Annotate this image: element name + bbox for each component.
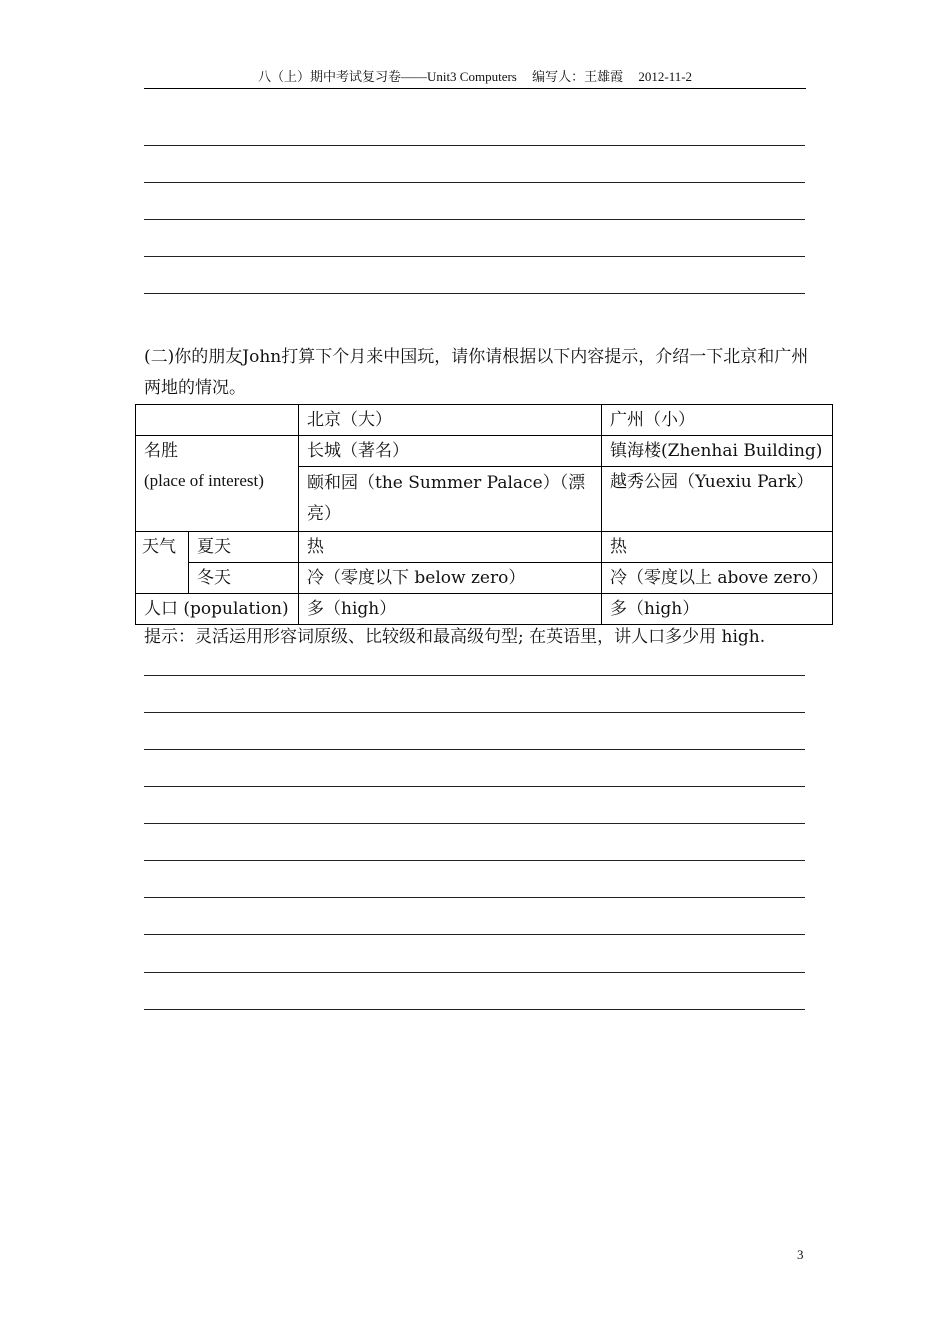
guangzhou-population: 多（high） bbox=[602, 594, 833, 625]
beijing-place-2: 颐和园（the Summer Palace）（漂亮） bbox=[299, 467, 602, 532]
beijing-place-1: 长城（著名） bbox=[299, 436, 602, 467]
table-row bbox=[136, 405, 833, 436]
guangzhou-winter: 冷（零度以上 above zero） bbox=[602, 563, 833, 594]
weather-label: 天气 bbox=[136, 532, 189, 594]
hint-text: 提示：灵活运用形容词原级、比较级和最高级句型; 在英语里，讲人口多少用 high. bbox=[144, 627, 766, 647]
answer-line[interactable] bbox=[144, 786, 805, 787]
table-header-guangzhou: 广州（小） bbox=[602, 405, 833, 436]
answer-line[interactable] bbox=[144, 712, 805, 713]
answer-line[interactable] bbox=[144, 897, 805, 898]
page-number: 3 bbox=[797, 1247, 804, 1262]
table-cell-empty bbox=[136, 405, 299, 436]
header-date: 2012-11-2 bbox=[638, 69, 693, 84]
answer-line[interactable] bbox=[144, 823, 805, 824]
table-row bbox=[136, 594, 833, 625]
answer-line[interactable] bbox=[144, 675, 805, 676]
beijing-winter: 冷（零度以下 below zero） bbox=[299, 563, 602, 594]
beijing-summer: 热 bbox=[299, 532, 602, 563]
city-info-table bbox=[135, 404, 833, 625]
guangzhou-place-1: 镇海楼(Zhenhai Building) bbox=[602, 436, 833, 467]
answer-line[interactable] bbox=[144, 860, 805, 861]
guangzhou-place-2: 越秀公园（Yuexiu Park） bbox=[602, 467, 833, 532]
table-header-beijing: 北京（大） bbox=[299, 405, 602, 436]
places-label-cell bbox=[136, 436, 299, 532]
places-label-en: (place of interest) bbox=[144, 471, 264, 490]
table-row bbox=[136, 436, 833, 467]
page-header bbox=[144, 66, 806, 89]
header-author: 编写人：王雄霞 bbox=[532, 69, 624, 84]
section-title: (二)你的朋友John打算下个月来中国玩，请你请根据以下内容提示，介绍一下北京和广州两地的情况。 bbox=[144, 347, 809, 398]
places-label-cn: 名胜 bbox=[144, 441, 178, 461]
header-title: 八（上）期中考试复习卷——Unit3 Computers bbox=[257, 69, 517, 84]
summer-label: 夏天 bbox=[189, 532, 299, 563]
answer-line[interactable] bbox=[144, 256, 805, 257]
answer-line[interactable] bbox=[144, 182, 805, 183]
answer-line[interactable] bbox=[144, 293, 805, 294]
population-label: 人口 (population) bbox=[136, 594, 299, 625]
winter-label: 冬天 bbox=[189, 563, 299, 594]
beijing-population: 多（high） bbox=[299, 594, 602, 625]
answer-line[interactable] bbox=[144, 1009, 805, 1010]
answer-line[interactable] bbox=[144, 145, 805, 146]
answer-line[interactable] bbox=[144, 219, 805, 220]
answer-line[interactable] bbox=[144, 749, 805, 750]
answer-line[interactable] bbox=[144, 972, 805, 973]
table-row bbox=[136, 563, 833, 594]
guangzhou-summer: 热 bbox=[602, 532, 833, 563]
answer-line[interactable] bbox=[144, 934, 805, 935]
table-row bbox=[136, 532, 833, 563]
